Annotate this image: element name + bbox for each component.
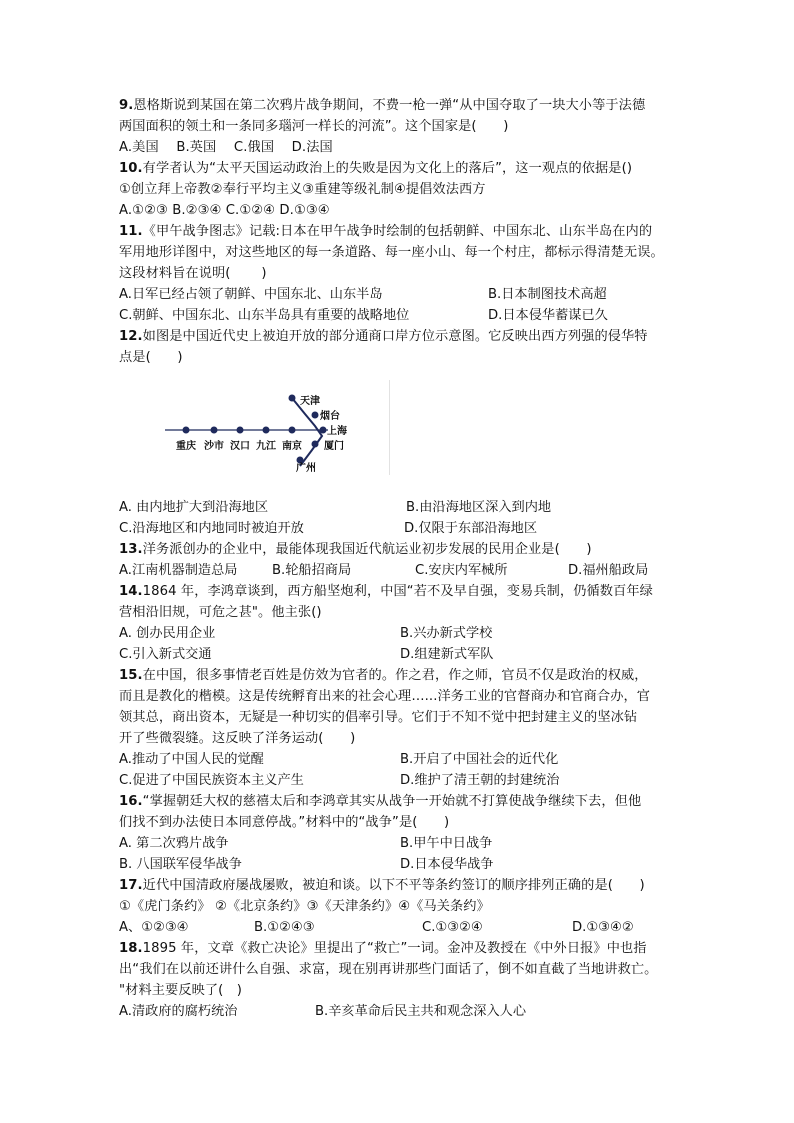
- question-text: 有学者认为“太平天国运动政治上的失败是因为文化上的落后”，这一观点的依据是(): [142, 161, 633, 176]
- question-text: 开了些微裂缝。这反映了洋务运动( ): [119, 731, 356, 746]
- question-number: 18.: [119, 941, 143, 956]
- option-c: C.沿海地区和内地同时被迫开放: [119, 521, 304, 536]
- city-label-hankou: 汉口: [230, 441, 250, 452]
- question-number: 15.: [119, 668, 143, 683]
- option-a: A.日军已经占领了朝鲜、中国东北、山东半岛: [119, 287, 383, 302]
- option-a: A.推动了中国人民的觉醒: [119, 752, 264, 767]
- option-a: A.清政府的腐朽统治: [119, 1004, 238, 1019]
- option-d: D.①③④②: [572, 920, 634, 935]
- option-b: B.轮船招商局: [272, 563, 352, 578]
- question-text: 洋务派创办的企业中，最能体现我国近代航运业初步发展的民用企业是( ): [142, 542, 592, 557]
- question-text: ①创立拜上帝教②奉行平均主义③重建等级礼制④提倡效法西方: [119, 182, 486, 197]
- options-line: A.美国 B.英国 C.俄国 D.法国: [119, 140, 333, 155]
- question-text: "材料主要反映了( ): [119, 983, 242, 998]
- city-label-yantai: 烟台: [320, 411, 340, 422]
- option-c: C.引入新式交通: [119, 647, 212, 662]
- option-d: D.福州船政局: [568, 563, 649, 578]
- option-c: C.朝鲜、中国东北、山东半岛具有重要的战略地位: [119, 308, 410, 323]
- option-c: C.促进了中国民族资本主义产生: [119, 773, 304, 788]
- city-dot-chongqing: [183, 427, 190, 434]
- option-b: B.甲午中日战争: [400, 836, 493, 851]
- question-text: 1864 年，李鸿章谈到，西方船坚炮利，中国“若不及早自强，变易兵制，仍循数百年绿: [142, 584, 653, 599]
- question-text: “掌握朝廷大权的慈禧太后和李鸿章其实从战争一开始就不打算使战争继续下去，但他: [142, 794, 642, 809]
- option-d: D.仅限于东部沿海地区: [404, 521, 538, 536]
- question-number: 16.: [119, 794, 143, 809]
- option-d: D.组建新式军队: [400, 647, 494, 662]
- city-dot-hankou: [237, 427, 244, 434]
- question-text: 点是( ): [119, 350, 183, 365]
- option-d: D.维护了清王朝的封建统治: [400, 773, 560, 788]
- question-text: 1895 年，文章《救亡决论》里提出了“救亡”一词。金冲及教授在《中外日报》中也指: [142, 941, 647, 956]
- options-line: A.①②③ B.②③④ C.①②④ D.①③④: [119, 203, 330, 218]
- question-text: 军用地形详图中，对这些地区的每一条道路、每一座小山、每一个村庄，都标示得清楚无误。: [119, 245, 664, 260]
- question-number: 14.: [119, 584, 143, 599]
- question-text: 如图是中国近代史上被迫开放的部分通商口岸方位示意图。它反映出西方列强的侵华特: [142, 329, 648, 344]
- treaty-ports-map: [160, 378, 400, 478]
- question-text: 领其总，商出资本，无疑是一种切实的倡率引导。它们于不知不觉中把封建主义的坚冰钻: [119, 710, 638, 725]
- city-label-tianjin: 天津: [300, 396, 320, 407]
- figure-divider: [389, 380, 390, 475]
- option-b: B.开启了中国社会的近代化: [400, 752, 559, 767]
- option-a: A. 创办民用企业: [119, 626, 216, 641]
- city-label-jiujiang: 九江: [256, 441, 276, 452]
- option-b: B.日本制图技术高超: [488, 287, 607, 302]
- option-c: C.①③②④: [422, 920, 483, 935]
- city-dot-tianjin: [289, 395, 296, 402]
- option-b: B.辛亥革命后民主共和观念深入人心: [315, 1004, 527, 1019]
- question-number: 9.: [119, 98, 134, 113]
- option-a: A. 第二次鸦片战争: [119, 836, 229, 851]
- question-text: 两国面积的领土和一条同多瑙河一样长的河流”。这个国家是( ): [119, 119, 509, 134]
- question-text: 恩格斯说到某国在第二次鸦片战争期间，不费一枪一弹“从中国夺取了一块大小等于法德: [133, 98, 646, 113]
- option-d: D.日本侵华战争: [400, 857, 494, 872]
- city-dot-xiamen: [312, 441, 319, 448]
- option-c: B. 八国联军侵华战争: [119, 857, 242, 872]
- option-c: C.安庆内军械所: [415, 563, 508, 578]
- option-a: A.江南机器制造总局: [119, 563, 238, 578]
- question-text: 在中国，很多事情老百姓是仿效为官者的。作之君，作之师，官员不仅是政治的权威，: [142, 668, 648, 683]
- city-dot-yantai: [312, 412, 319, 419]
- option-b: B.由沿海地区深入到内地: [406, 500, 552, 515]
- question-text: 们找不到办法使日本同意停战。”材料中的“战争”是( ): [119, 815, 450, 830]
- question-number: 12.: [119, 329, 143, 344]
- city-dot-nanjing: [289, 427, 296, 434]
- question-text: 近代中国清政府屡战屡败，被迫和谈。以下不平等条约签订的顺序排列正确的是( ): [142, 878, 645, 893]
- question-text: 而且是教化的楷模。这是传统孵育出来的社会心理…...洋务工业的官督商办和官商合办，官: [119, 689, 651, 704]
- option-d: D.日本侵华蓄谋已久: [488, 308, 608, 323]
- city-dot-shanghai: [320, 427, 327, 434]
- city-label-guangzhou: 广州: [296, 463, 316, 474]
- city-dot-shashi: [211, 427, 218, 434]
- question-number: 17.: [119, 878, 143, 893]
- question-text: 这段材料旨在说明( ): [119, 266, 267, 281]
- option-a: A、①②③④: [119, 920, 189, 935]
- question-text: 营相沿旧规，可危之甚"。他主张(): [119, 605, 322, 620]
- city-dot-jiujiang: [263, 427, 270, 434]
- city-label-shashi: 沙市: [204, 441, 224, 452]
- question-number: 10.: [119, 161, 143, 176]
- option-b: B.①②④③: [254, 920, 315, 935]
- question-text: ①《虎门条约》 ②《北京条约》③《天津条约》④《马关条约》: [119, 899, 490, 914]
- option-a: A. 由内地扩大到沿海地区: [119, 500, 269, 515]
- city-label-chongqing: 重庆: [176, 441, 196, 452]
- city-label-xiamen: 厦门: [324, 441, 344, 452]
- question-number: 11.: [119, 224, 143, 239]
- coastal-route-line: [292, 398, 322, 466]
- option-b: B.兴办新式学校: [400, 626, 493, 641]
- question-text: 出“我们在以前还讲什么自强、求富，现在别再讲那些门面话了，倒不如直截了当地讲救亡。: [119, 962, 658, 977]
- city-label-shanghai: 上海: [327, 426, 347, 437]
- question-number: 13.: [119, 542, 143, 557]
- question-text: 《甲午战争图志》记载:日本在甲午战争时绘制的包括朝鲜、中国东北、山东半岛在内的: [142, 224, 653, 239]
- city-label-nanjing: 南京: [282, 441, 302, 452]
